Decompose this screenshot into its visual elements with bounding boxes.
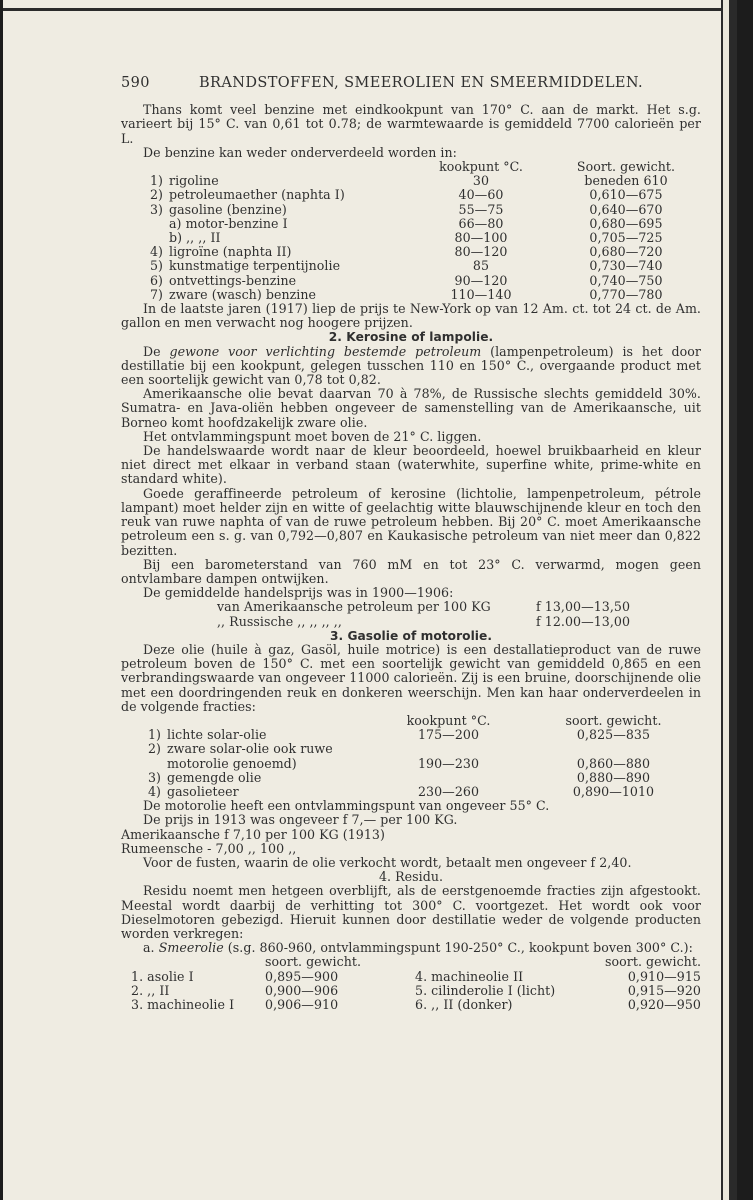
- paragraph: Rumeensche - 7,00 ,, 100 ,,: [121, 840, 297, 856]
- paragraph: Voor de fusten, waarin de olie verkocht wordt, betaalt men ongeveer f 2,40.: [143, 854, 632, 870]
- table-row: b) ,, ,, II 80—100 0,705—725: [169, 230, 663, 246]
- top-border: [3, 8, 737, 11]
- paragraph: Bij een barometerstand van 760 mM en tot 23° C. verwarmd, mogen geen ontvlambare dampen ontwijken.: [121, 556, 701, 586]
- section-heading: 2. Kerosine of lampolie.: [328, 330, 494, 345]
- table-row: 5) kunstmatige terpentijnolie 85 0,730—740: [149, 258, 663, 274]
- section-heading: 4. Residu.: [378, 869, 444, 885]
- col-gewicht: Soort. gewicht.: [576, 159, 676, 175]
- paragraph: a. Smeerolie (s.g. 860-960, ontvlammingspunt 190-250° C., kookpunt boven 300° C.):: [143, 940, 693, 956]
- running-title: BRANDSTOFFEN, SMEEROLIEN EN SMEERMIDDELEN.: [199, 75, 644, 91]
- paragraph: Amerikaansche olie bevat daarvan 70 à 78%, de Russische slechts gemiddeld 30%. Sumatra- en Java-oliën hebben ongeveer de samenstelling van de Amerikaansche, uit Borneo komt hoofdzakelijk zware olie.: [121, 386, 701, 430]
- table-row: motorolie genoemd) 190—230 0,860—880: [167, 755, 651, 771]
- table-header: [121, 160, 701, 174]
- table-row: a) motor-benzine I 66—80 0,680—695: [169, 215, 663, 231]
- paragraph: De prijs in 1913 was ongeveer f 7,— per 100 KG.: [143, 812, 458, 828]
- gasolie-table: [121, 714, 701, 799]
- paragraph: Deze olie (huile à gaz, Gasöl, huile motrice) is een destallatieproduct van de ruwe petroleum boven de 150° C. met een soortelijk gewicht van gemiddeld 0,865 en een verbrandingswaarde van ongeveer 11000 calorieën. Zij is een bruine, doorschijnende olie met een doordringenden reuk en donkeren weerschijn. Men kan haar onderverdeelen in de volgende fracties:: [121, 641, 701, 714]
- page-number: 590: [121, 75, 150, 91]
- paragraph: De benzine kan weder onderverdeeld worden in:: [143, 144, 457, 160]
- paragraph: Residu noemt men hetgeen overblijft, als de eerstgenoemde fracties zijn afgestookt. Meestal wordt daarbij de verhitting tot 300° C. voortgezet. Het wordt ook voor Dieselmotoren gebezigd. Hieruit kunnen door destillatie weder de volgende producten worden verkregen:: [121, 883, 701, 941]
- table-row: 3) gasoline (benzine) 55—75 0,640—670: [149, 201, 663, 217]
- book-page: [3, 0, 737, 1200]
- col-kookpunt: kookpunt °C.: [439, 159, 523, 175]
- paragraph: Thans komt veel benzine met eindkookpunt van 170° C. aan de markt. Het s.g. varieert bij 15° C. van 0,61 tot 0.78; de warmtewaarde is gemiddeld 7700 calorieën per L.: [121, 102, 701, 146]
- paragraph: De gemiddelde handelsprijs was in 1900—1906:: [143, 585, 454, 601]
- paragraph: De gewone voor verlichting bestemde petroleum (lampenpetroleum) is het door destillatie bij een kookpunt, gelegen tusschen 110 en 150° C., overgaande product met een soortelijk gewicht van 0,78 tot 0,82.: [121, 343, 701, 388]
- table-row: 4) gasolieteer 230—260 0,890—1010: [147, 783, 655, 799]
- table-row: 1. asolie I 0,895—900 4. machineolie II 0,910—915: [131, 968, 701, 984]
- price-line: ,, Russische ,, ,, ,, ,, f 12.00—13,00: [217, 613, 631, 629]
- paragraph: In de laatste jaren (1917) liep de prijs te New-York op van 12 Am. ct. tot 24 ct. de Am. gallon en men verwacht nog hoogere prijzen.: [121, 301, 701, 331]
- table-row: 3) gemengde olie 0,880—890: [147, 769, 651, 785]
- paragraph: De handelswaarde wordt naar de kleur beoordeeld, hoewel bruikbaarheid en kleur niet direct met elkaar in verband staan (waterwhite, superfine white, prime-white en standard white).: [121, 443, 701, 487]
- table-row: 7) zware (wasch) benzine 110—140 0,770—780: [149, 286, 663, 302]
- paragraph: Het ontvlammingspunt moet boven de 21° C. liggen.: [143, 428, 482, 444]
- benzine-table: [121, 160, 701, 302]
- smeerolie-table: [121, 955, 701, 1012]
- table-row: 2) zware solar-olie ook ruwe: [147, 741, 333, 757]
- table-row: 3. machineolie I 0,906—910 6. ,, II (donker) 0,920—950: [131, 997, 701, 1012]
- table-row: 1) lichte solar-olie 175—200 0,825—835: [147, 727, 651, 743]
- table-row: 1) rigoline 30 beneden 610: [149, 173, 668, 189]
- paragraph: Amerikaansche f 7,10 per 100 KG (1913): [121, 826, 385, 842]
- paragraph: Goede geraffineerde petroleum of kerosine (lichtolie, lampenpetroleum, pétrole lampant) moet helder zijn en witte of geelachtig witte blauwschijnende kleur en toch den reuk van ruwe naphta of van de ruwe petroleum hebben. Bij 20° C. moet Amerikaansche petroleum een s. g. van 0,792—0,807 en Kaukasische petroleum van niet meer dan 0,822 bezitten.: [121, 485, 701, 558]
- paragraph: De motorolie heeft een ontvlammingspunt van ongeveer 55° C.: [143, 798, 550, 814]
- running-header: [121, 76, 701, 90]
- price-line: van Amerikaansche petroleum per 100 KG f 13,00—13,50: [217, 599, 631, 615]
- page-content: [121, 76, 701, 1012]
- page-edge: [721, 0, 737, 1200]
- table-row: 2) petroleumaether (naphta I) 40—60 0,610—675: [149, 187, 663, 203]
- table-row: 6) ontvettings-benzine 90—120 0,740—750: [149, 272, 663, 288]
- table-header: kookpunt °C. soort. gewicht.: [406, 712, 662, 728]
- table-header: soort. gewicht. soort. gewicht.: [265, 954, 701, 970]
- table-row: 2. ,, II 0,900—906 5. cilinderolie I (licht) 0,915—920: [131, 982, 701, 998]
- table-row: 4) ligroïne (naphta II) 80—120 0,680—720: [149, 244, 663, 260]
- section-heading: 3. Gasolie of motorolie.: [329, 628, 493, 643]
